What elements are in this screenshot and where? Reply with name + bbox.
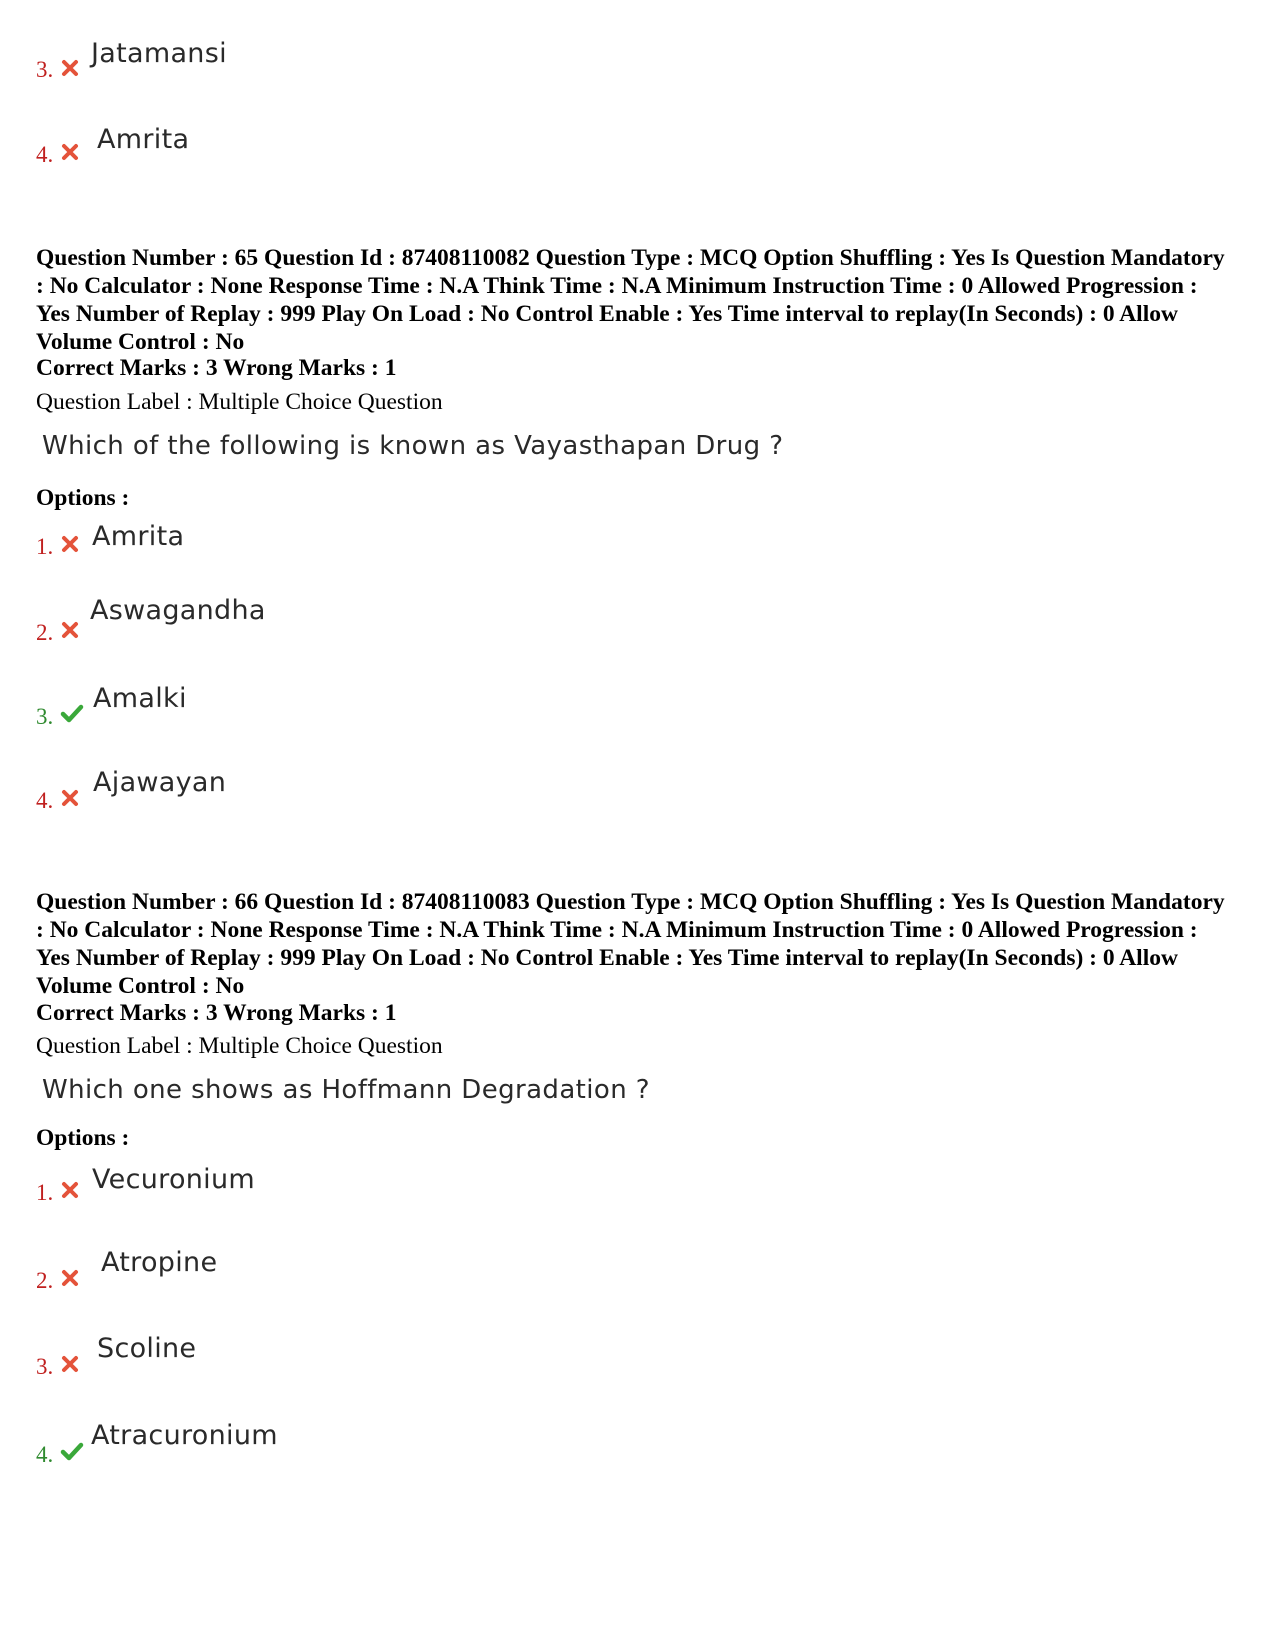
option-text: Amrita (97, 124, 190, 155)
option-number: 2. (36, 1268, 54, 1293)
question-text: Which one shows as Hoffmann Degradation ? (42, 1075, 650, 1105)
cross-icon (60, 58, 80, 78)
option-row (36, 1247, 736, 1304)
option-row (36, 522, 736, 570)
option-row (36, 124, 736, 178)
option-row (36, 1420, 736, 1478)
cross-icon (60, 142, 80, 162)
option-text: Amrita (92, 521, 185, 552)
option-number: 3. (36, 57, 54, 82)
option-number: 1. (36, 1180, 54, 1205)
option-row (36, 683, 736, 740)
cross-icon (60, 788, 80, 808)
cross-icon (60, 1180, 80, 1200)
cross-icon (60, 1354, 80, 1374)
option-row (36, 767, 736, 824)
option-text: Vecuronium (92, 1164, 255, 1195)
option-row (36, 1164, 736, 1216)
option-number: 3. (36, 1354, 54, 1379)
option-text: Scoline (97, 1333, 197, 1364)
option-number: 4. (36, 1442, 54, 1467)
question-marks: Correct Marks : 3 Wrong Marks : 1 (36, 1000, 397, 1026)
option-row (36, 38, 736, 92)
cross-icon (60, 1268, 80, 1288)
options-heading: Options : (36, 485, 130, 511)
option-row (36, 595, 736, 656)
option-text: Amalki (93, 683, 187, 714)
question-text: Which of the following is known as Vayasthapan Drug ? (42, 431, 784, 461)
option-number: 3. (36, 704, 54, 729)
question-label: Question Label : Multiple Choice Question (36, 389, 443, 415)
question-label: Question Label : Multiple Choice Question (36, 1033, 443, 1059)
check-icon (60, 1440, 84, 1462)
cross-icon (60, 534, 80, 554)
option-text: Ajawayan (93, 767, 227, 798)
option-number: 4. (36, 142, 54, 167)
option-text: Atracuronium (91, 1420, 278, 1451)
option-number: 2. (36, 620, 54, 645)
option-number: 1. (36, 534, 54, 559)
option-text: Atropine (101, 1247, 218, 1278)
question-meta: Question Number : 65 Question Id : 87408110082 Question Type : MCQ Option Shuffling : Yes Is Question Mandatory : No Calculator : None Response Time : N.A Think Time : N.A Minimum Instruction Time : 0 Allowed Progression : Yes Number of Replay : 999 Play On Load : No Control Enable : Yes Time interval to replay(In Seconds) : 0 Allow Volume Control : No (36, 245, 1225, 355)
question-marks: Correct Marks : 3 Wrong Marks : 1 (36, 355, 397, 381)
option-row (36, 1333, 736, 1390)
option-number: 4. (36, 788, 54, 813)
options-heading: Options : (36, 1125, 130, 1151)
check-icon (60, 702, 84, 724)
option-text: Jatamansi (91, 38, 227, 69)
option-text: Aswagandha (90, 595, 266, 626)
cross-icon (60, 620, 80, 640)
question-meta: Question Number : 66 Question Id : 87408110083 Question Type : MCQ Option Shuffling : Yes Is Question Mandatory : No Calculator : None Response Time : N.A Think Time : N.A Minimum Instruction Time : 0 Allowed Progression : Yes Number of Replay : 999 Play On Load : No Control Enable : Yes Time interval to replay(In Seconds) : 0 Allow Volume Control : No (36, 889, 1225, 999)
